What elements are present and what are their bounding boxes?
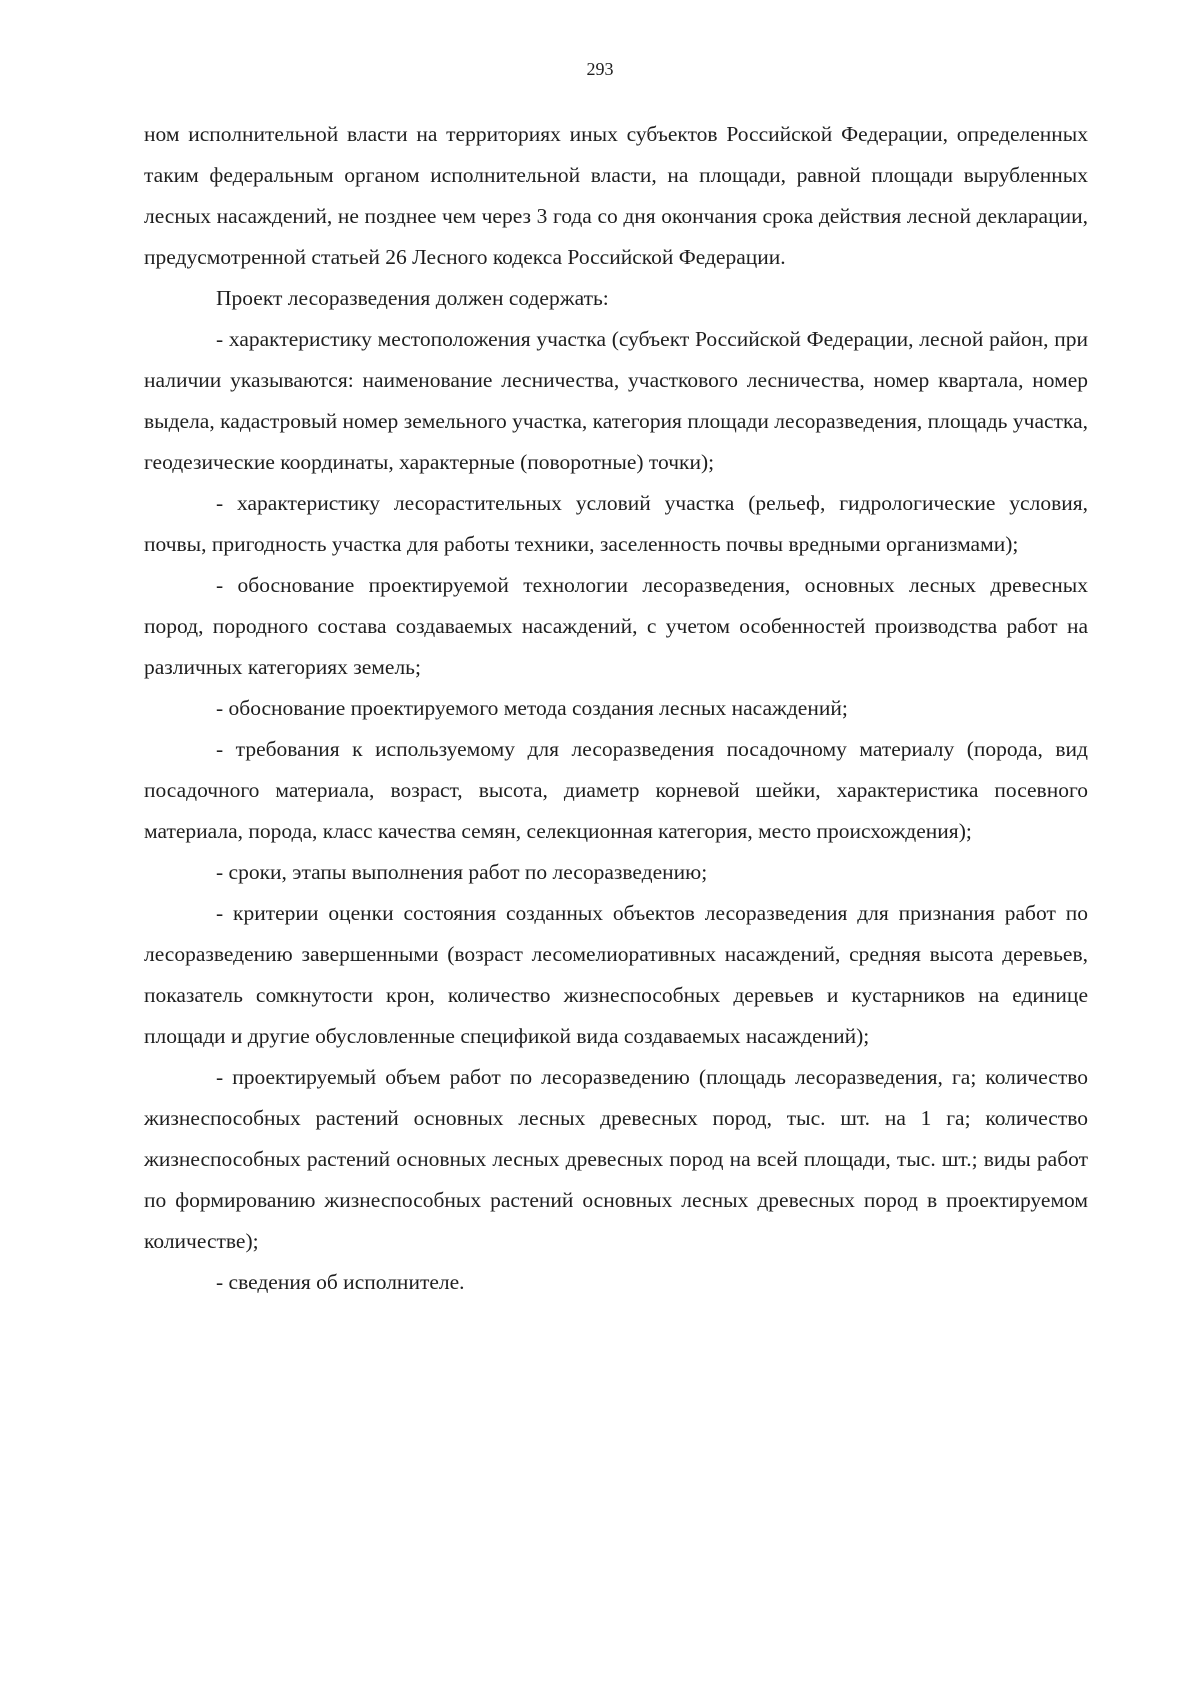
list-item-planting-material: - требования к используемому для лесоразведения посадочному материалу (порода, вид посадочного материала, возраст, высота, диаметр корневой шейки, характеристика посевного материала, порода, класс качества семян, селекционная категория, место происхождения); <box>144 737 1088 843</box>
paragraph-intro: Проект лесоразведения должен содержать: <box>216 286 609 310</box>
list-item-location: - характеристику местоположения участка (субъект Российской Федерации, лесной район, при наличии указываются: наименование лесничества, участкового лесничества, номер квартала, номер выдела, кадастровый номер земельного участка, категория площади лесоразведения, площадь участка, геодезические координаты, характерные (поворотные) точки); <box>144 327 1088 474</box>
list-item-volume: - проектируемый объем работ по лесоразведению (площадь лесоразведения, га; количество жизнеспособных растений основных лесных древесных пород, тыс. шт. на 1 га; количество жизнеспособных растений основных лесных древесных пород на всей площади, тыс. шт.; виды работ по формированию жизнеспособных растений основных лесных древесных пород в проектируемом количестве); <box>144 1065 1088 1253</box>
list-item-contractor: - сведения об исполнителе. <box>216 1270 465 1294</box>
list-item-method: - обоснование проектируемого метода создания лесных насаждений; <box>216 696 848 720</box>
list-item-criteria: - критерии оценки состояния созданных объектов лесоразведения для признания работ по лесоразведению завершенными (возраст лесомелиоративных насаждений, средняя высота деревьев, показатель сомкнутости крон, количество жизнеспособных деревьев и кустарников на единице площади и другие обусловленные спецификой вида создаваемых насаждений); <box>144 901 1088 1048</box>
list-item-conditions: - характеристику лесорастительных условий участка (рельеф, гидрологические условия, почвы, пригодность участка для работы техники, заселенность почвы вредными организмами); <box>144 491 1088 556</box>
page-number: 293 <box>586 59 614 79</box>
paragraph-continuation: ном исполнительной власти на территориях иных субъектов Российской Федерации, определенных таким федеральным органом исполнительной власти, на площади, равной площади вырубленных лесных насаждений, не позднее чем через 3 года со дня окончания срока действия лесной декларации, предусмотренной статьей 26 Лесного кодекса Российской Федерации. <box>144 122 1088 269</box>
document-body <box>144 114 1088 1303</box>
list-item-technology: - обоснование проектируемой технологии лесоразведения, основных лесных древесных пород, породного состава создаваемых насаждений, с учетом особенностей производства работ на различных категориях земель; <box>144 573 1088 679</box>
list-item-schedule: - сроки, этапы выполнения работ по лесоразведению; <box>216 860 708 884</box>
